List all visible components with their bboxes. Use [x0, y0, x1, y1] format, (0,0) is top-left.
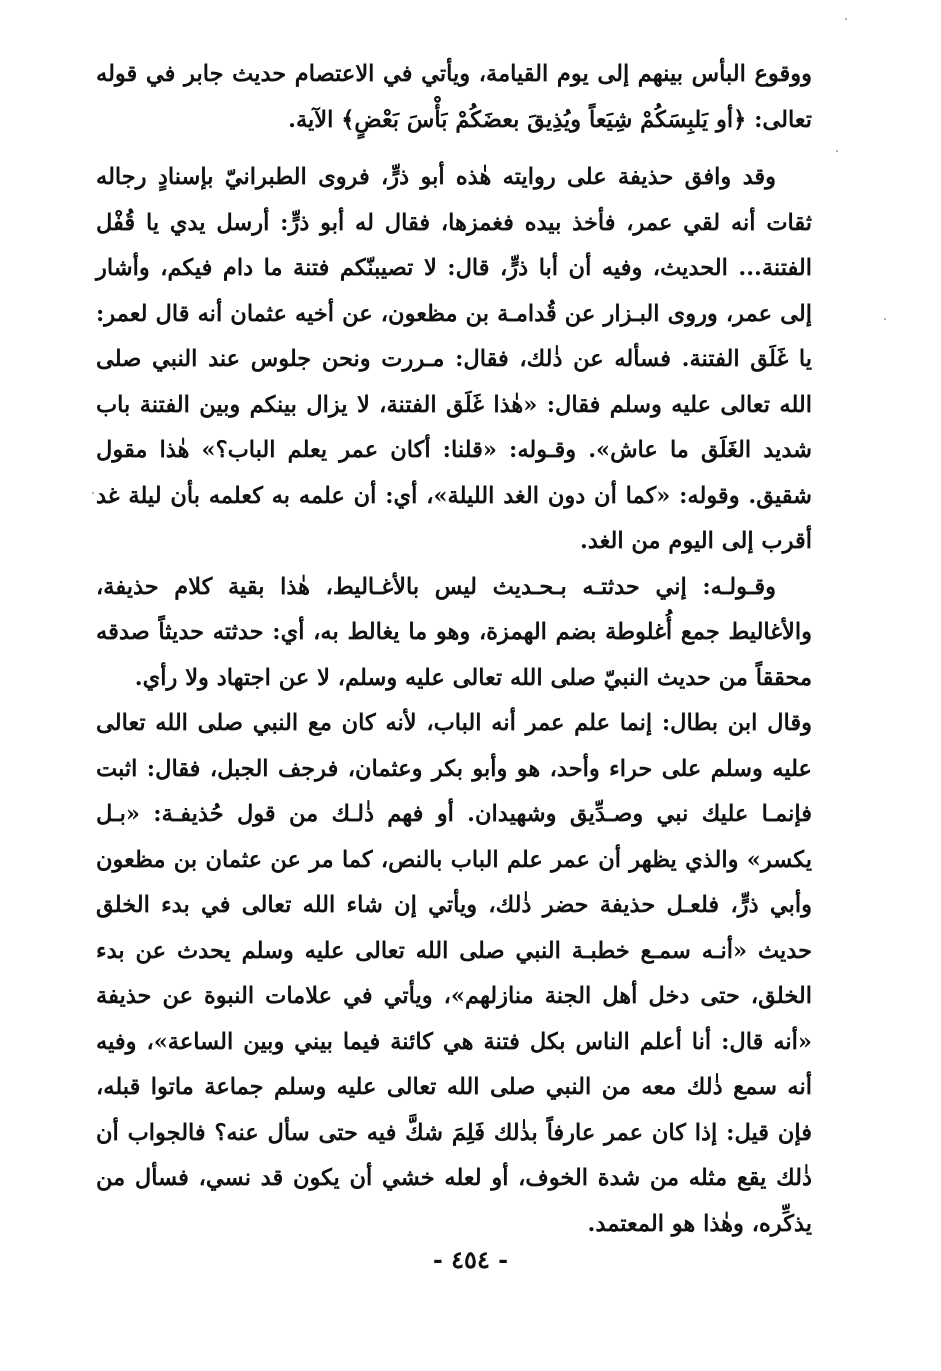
paragraph-2: وقد وافق حذيفة على روايته هٰذه أبو ذرٍّ، فروى الطبرانيّ بإسنادٍ رجاله ثقات أنه لقي عمر، فأخذ بيده فغمزها، فقال له أبو ذرٍّ: أرسل يدي يا قُفْل الفتنة... الحديث، وفيه أن أبا ذرٍّ، قال: لا تصيبنّكم فتنة ما دام فيكم، وأشار إلى عمر، وروى البـزار عن قُدامـة بن مظعون، عن أخيه عثمان أنه قال لعمر: يا غَلَق الفتنة. فسأله عن ذٰلك، فقال: مـررت ونحن جلوس عند النبي صلى الله تعالى عليه وسلم فقال: «هٰذا غَلَق الفتنة، لا يزال بينكم وبين الفتنة باب شديد الغَلَق ما عاش». وقـوله: «قلنا: أكان عمر يعلم الباب؟» هٰذا مقول شقيق. وقوله: «كما أن دون الغد الليلة»، أي: أن علمه به كعلمه بأن ليلة غد أقرب إلى اليوم من الغد.: [96, 164, 812, 554]
main-text: [96, 52, 812, 1247]
paragraph-4: وقال ابن بطال: إنما علم عمر أنه الباب، لأنه كان مع النبي صلى الله تعالى عليه وسلم على حراء وأحد، هو وأبو بكر وعثمان، فرجف الجبل، فقال: اثبت فإنمـا عليك نبي وصـدِّيق وشهيدان. أو فهم ذٰلـك من قول حُذيفـة: «بـل يكسر» والذي يظهر أن عمر علم الباب بالنص، كما مر عن عثمان بن مظعون وأبي ذرٍّ، فلعـل حذيفة حضر ذٰلك، ويأتي إن شاء الله تعالى في بدء الخلق حديث «أنـه سمـع خطبـة النبي صلى الله تعالى عليه وسلم يحدث عن بدء الخلق، حتى دخل أهل الجنة منازلهم»، ويأتي في علامات النبوة عن حذيفة «أنه قال: أنا أعلم الناس بكل فتنة هي كائنة فيما بيني وبين الساعة»، وفيه أنه سمع ذٰلك معه من النبي صلى الله تعالى عليه وسلم جماعة ماتوا قبله، فإن قيل: إذا كان عمر عارفاً بذٰلك فَلِمَ شكَّ فيه حتى سأل عنه؟ فالجواب أن ذٰلك يقع مثله من شدة الخوف، أو لعله خشي أن يكون قد نسي، فسأل من يذكِّره، وهٰذا هو المعتمد.: [96, 710, 812, 1237]
page-number: - ٤٥٤ -: [432, 1245, 509, 1274]
paragraph-1: ووقوع البأس بينهم إلى يوم القيامة، ويأتي في الاعتصام حديث جابر في قوله تعالى: ﴿أو يَلبِسَكُمْ شِيَعاً ويُذِيقَ بعضَكُمْ بَأْسَ بَعْضٍ﴾ الآية.: [96, 61, 812, 133]
scan-speck: [884, 318, 886, 320]
scan-speck: [836, 150, 838, 152]
scan-speck: [92, 492, 94, 494]
paragraph-3: وقـولـه: إني حدثتـه بـحـديث ليس بالأغـاليط، هٰذا بقية كلام حذيفة، والأغاليط جمع أُغلوطة بضم الهمزة، وهو ما يغالط به، أي: حدثته حديثاً صدقه محققاً من حديث النبيّ صلى الله تعالى عليه وسلم، لا عن اجتهاد ولا رأي.: [96, 573, 812, 691]
paragraph-gap: [96, 143, 812, 155]
scan-speck: [845, 18, 847, 20]
